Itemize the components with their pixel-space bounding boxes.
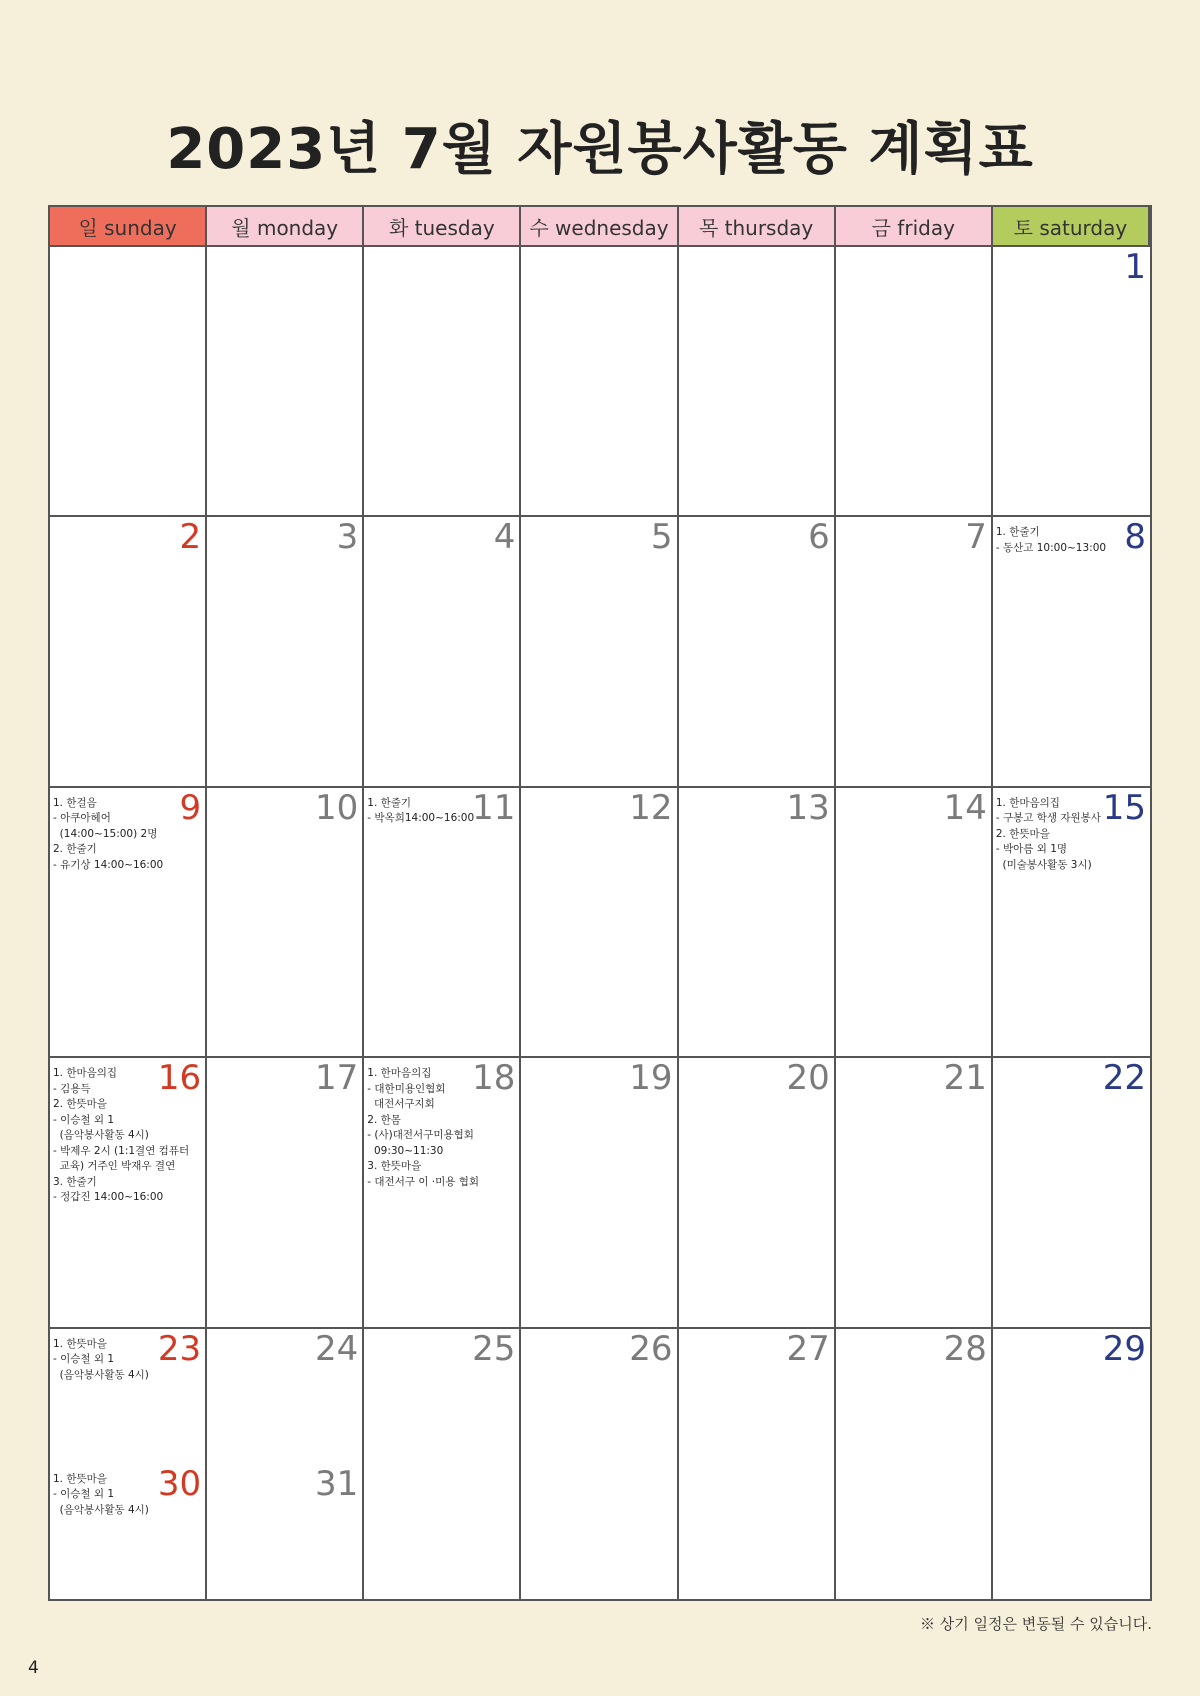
day-cell — [50, 517, 207, 787]
day-number: 9 — [179, 787, 202, 828]
schedule-line: - (사)대전서구미용협회 — [367, 1129, 474, 1142]
day-number: 24 — [315, 1328, 359, 1369]
day-cell — [207, 788, 364, 1058]
day-schedule — [367, 1066, 479, 1190]
day-number: 10 — [315, 787, 359, 828]
schedule-line: 2. 한뜻마을 — [53, 1098, 107, 1111]
day-number: 25 — [472, 1328, 516, 1369]
day-cell — [207, 1058, 364, 1328]
day-number: 7 — [965, 517, 987, 558]
day-number: 14 — [943, 787, 987, 828]
day-cell — [50, 788, 207, 1058]
schedule-line: - 박아름 외 1명 — [995, 843, 1068, 856]
footnote: ※ 상기 일정은 변동될 수 있습니다. — [920, 1615, 1152, 1633]
day-schedule — [53, 1337, 149, 1384]
day-cell — [679, 788, 836, 1058]
weekday-header: 목 thursday — [679, 207, 836, 247]
day-number: 2 — [179, 517, 202, 558]
day-schedule — [996, 525, 1106, 556]
weekday-header: 수 wednesday — [521, 207, 678, 247]
day-cell — [836, 517, 993, 787]
day-number: 27 — [786, 1328, 830, 1369]
day-cell — [50, 247, 207, 517]
day-number: 29 — [1102, 1328, 1146, 1369]
page-number: 4 — [28, 1658, 39, 1678]
weekday-header: 일 sunday — [50, 207, 207, 247]
day-cell — [993, 788, 1150, 1058]
schedule-line: - 이승철 외 1 — [53, 1113, 115, 1126]
schedule-line: - 대한미용인협회 — [367, 1082, 446, 1095]
day-number: 21 — [943, 1058, 987, 1099]
schedule-line: 1. 한마음의집 — [53, 1067, 118, 1080]
day-number: 16 — [157, 1058, 202, 1099]
weekday-header: 화 tuesday — [364, 207, 521, 247]
day-cell — [364, 517, 521, 787]
weekday-header: 월 monday — [207, 207, 364, 247]
schedule-line: 1. 한뜻마을 — [53, 1337, 107, 1350]
day-cell — [207, 1329, 364, 1599]
day-number: 1 — [1124, 247, 1146, 287]
day-cell — [207, 517, 364, 787]
schedule-line: - 이승철 외 1 — [53, 1353, 115, 1366]
day-cell — [521, 788, 678, 1058]
day-cell — [993, 1329, 1150, 1599]
schedule-line: 1. 한마음의집 — [367, 1067, 432, 1080]
schedule-line: - 아쿠아헤어 — [53, 812, 111, 825]
schedule-line: (14:00~15:00) 2명 — [53, 827, 158, 840]
schedule-line: 2. 한줄기 — [53, 843, 97, 856]
schedule-line: - 박옥희14:00~16:00 — [367, 812, 475, 825]
schedule-line: 1. 한뜻마을 — [53, 1472, 107, 1485]
schedule-line: - 박제우 2시 (1:1결연 컴퓨터 — [53, 1144, 190, 1157]
day-cell — [993, 247, 1150, 517]
schedule-line: (음악봉사활동 4시) — [53, 1129, 149, 1142]
schedule-line: 3. 한뜻마을 — [367, 1160, 422, 1173]
day-cell — [993, 1058, 1150, 1328]
schedule-line: 2. 한몸 — [367, 1113, 401, 1126]
schedule-line: - 동산고 10:00~13:00 — [995, 541, 1107, 554]
day-cell — [364, 247, 521, 517]
weekday-header: 금 friday — [836, 207, 993, 247]
day-number: 12 — [629, 787, 673, 828]
day-cell — [207, 247, 364, 517]
day-cell — [836, 1058, 993, 1328]
day-number: 6 — [808, 517, 830, 558]
day-number: 8 — [1124, 517, 1146, 558]
schedule-line: (음악봉사활동 4시) — [53, 1503, 149, 1516]
day-number: 5 — [650, 517, 673, 558]
schedule-line: 3. 한줄기 — [53, 1175, 97, 1188]
day-number: 23 — [157, 1328, 202, 1369]
day-number: 22 — [1102, 1058, 1146, 1099]
schedule-line: 1. 한줄기 — [995, 526, 1040, 539]
day-cell — [836, 788, 993, 1058]
day-cell — [679, 1329, 836, 1599]
day-cell — [836, 1329, 993, 1599]
day-schedule — [367, 796, 474, 827]
day-cell — [364, 1329, 521, 1599]
schedule-line: 1. 한마음의집 — [995, 796, 1060, 809]
day-cell — [521, 1058, 678, 1328]
day-number: 15 — [1102, 787, 1146, 828]
schedule-line: 대전서구지회 — [367, 1098, 435, 1111]
schedule-line: 2. 한뜻마을 — [995, 827, 1050, 840]
schedule-line: (음악봉사활동 4시) — [53, 1368, 149, 1381]
schedule-line: - 유기상 14:00~16:00 — [53, 858, 164, 871]
schedule-line: - 정갑진 14:00~16:00 — [53, 1191, 164, 1204]
day-cell — [521, 247, 678, 517]
day-cell — [993, 517, 1150, 787]
day-number: 18 — [472, 1058, 516, 1099]
day-number: 20 — [786, 1058, 830, 1099]
day-schedule — [53, 1472, 149, 1519]
day-number: 26 — [629, 1328, 673, 1369]
schedule-line: - 김용득 — [53, 1082, 91, 1095]
day-number: 28 — [943, 1328, 987, 1369]
day-number: 11 — [472, 787, 516, 828]
day-cell — [679, 517, 836, 787]
weekday-header: 토 saturday — [993, 207, 1150, 247]
schedule-line: (미술봉사활동 3시) — [995, 858, 1092, 871]
day-cell — [679, 247, 836, 517]
day-cell — [364, 1058, 521, 1328]
day-cell — [521, 517, 678, 787]
day-cell — [50, 1058, 207, 1328]
schedule-line: 1. 한줄기 — [367, 796, 412, 809]
calendar-grid — [48, 205, 1152, 1601]
day-cell — [364, 788, 521, 1058]
day-number: 13 — [786, 787, 830, 828]
day-cell — [679, 1058, 836, 1328]
schedule-line: - 이승철 외 1 — [53, 1488, 115, 1501]
day-number: 3 — [336, 517, 359, 558]
schedule-line: 09:30~11:30 — [367, 1144, 444, 1157]
day-number: 17 — [315, 1058, 359, 1099]
schedule-line: 교육) 거주인 박재우 결연 — [53, 1160, 176, 1173]
day-cell — [836, 247, 993, 517]
day-cell — [50, 1329, 207, 1599]
day-number: 30 — [157, 1463, 202, 1504]
day-number: 31 — [315, 1463, 359, 1504]
day-schedule — [53, 1066, 189, 1206]
day-number: 19 — [629, 1058, 673, 1099]
day-schedule — [996, 796, 1101, 874]
schedule-line: - 구봉고 학생 자원봉사 — [995, 812, 1101, 825]
schedule-line: 1. 한걸음 — [53, 796, 97, 809]
day-schedule — [53, 796, 163, 874]
schedule-line: - 대전서구 이 ·미용 협회 — [367, 1175, 480, 1188]
day-number: 4 — [493, 517, 516, 558]
day-cell — [521, 1329, 678, 1599]
page-title: 2023년 7월 자원봉사활동 계획표 — [166, 117, 1034, 182]
